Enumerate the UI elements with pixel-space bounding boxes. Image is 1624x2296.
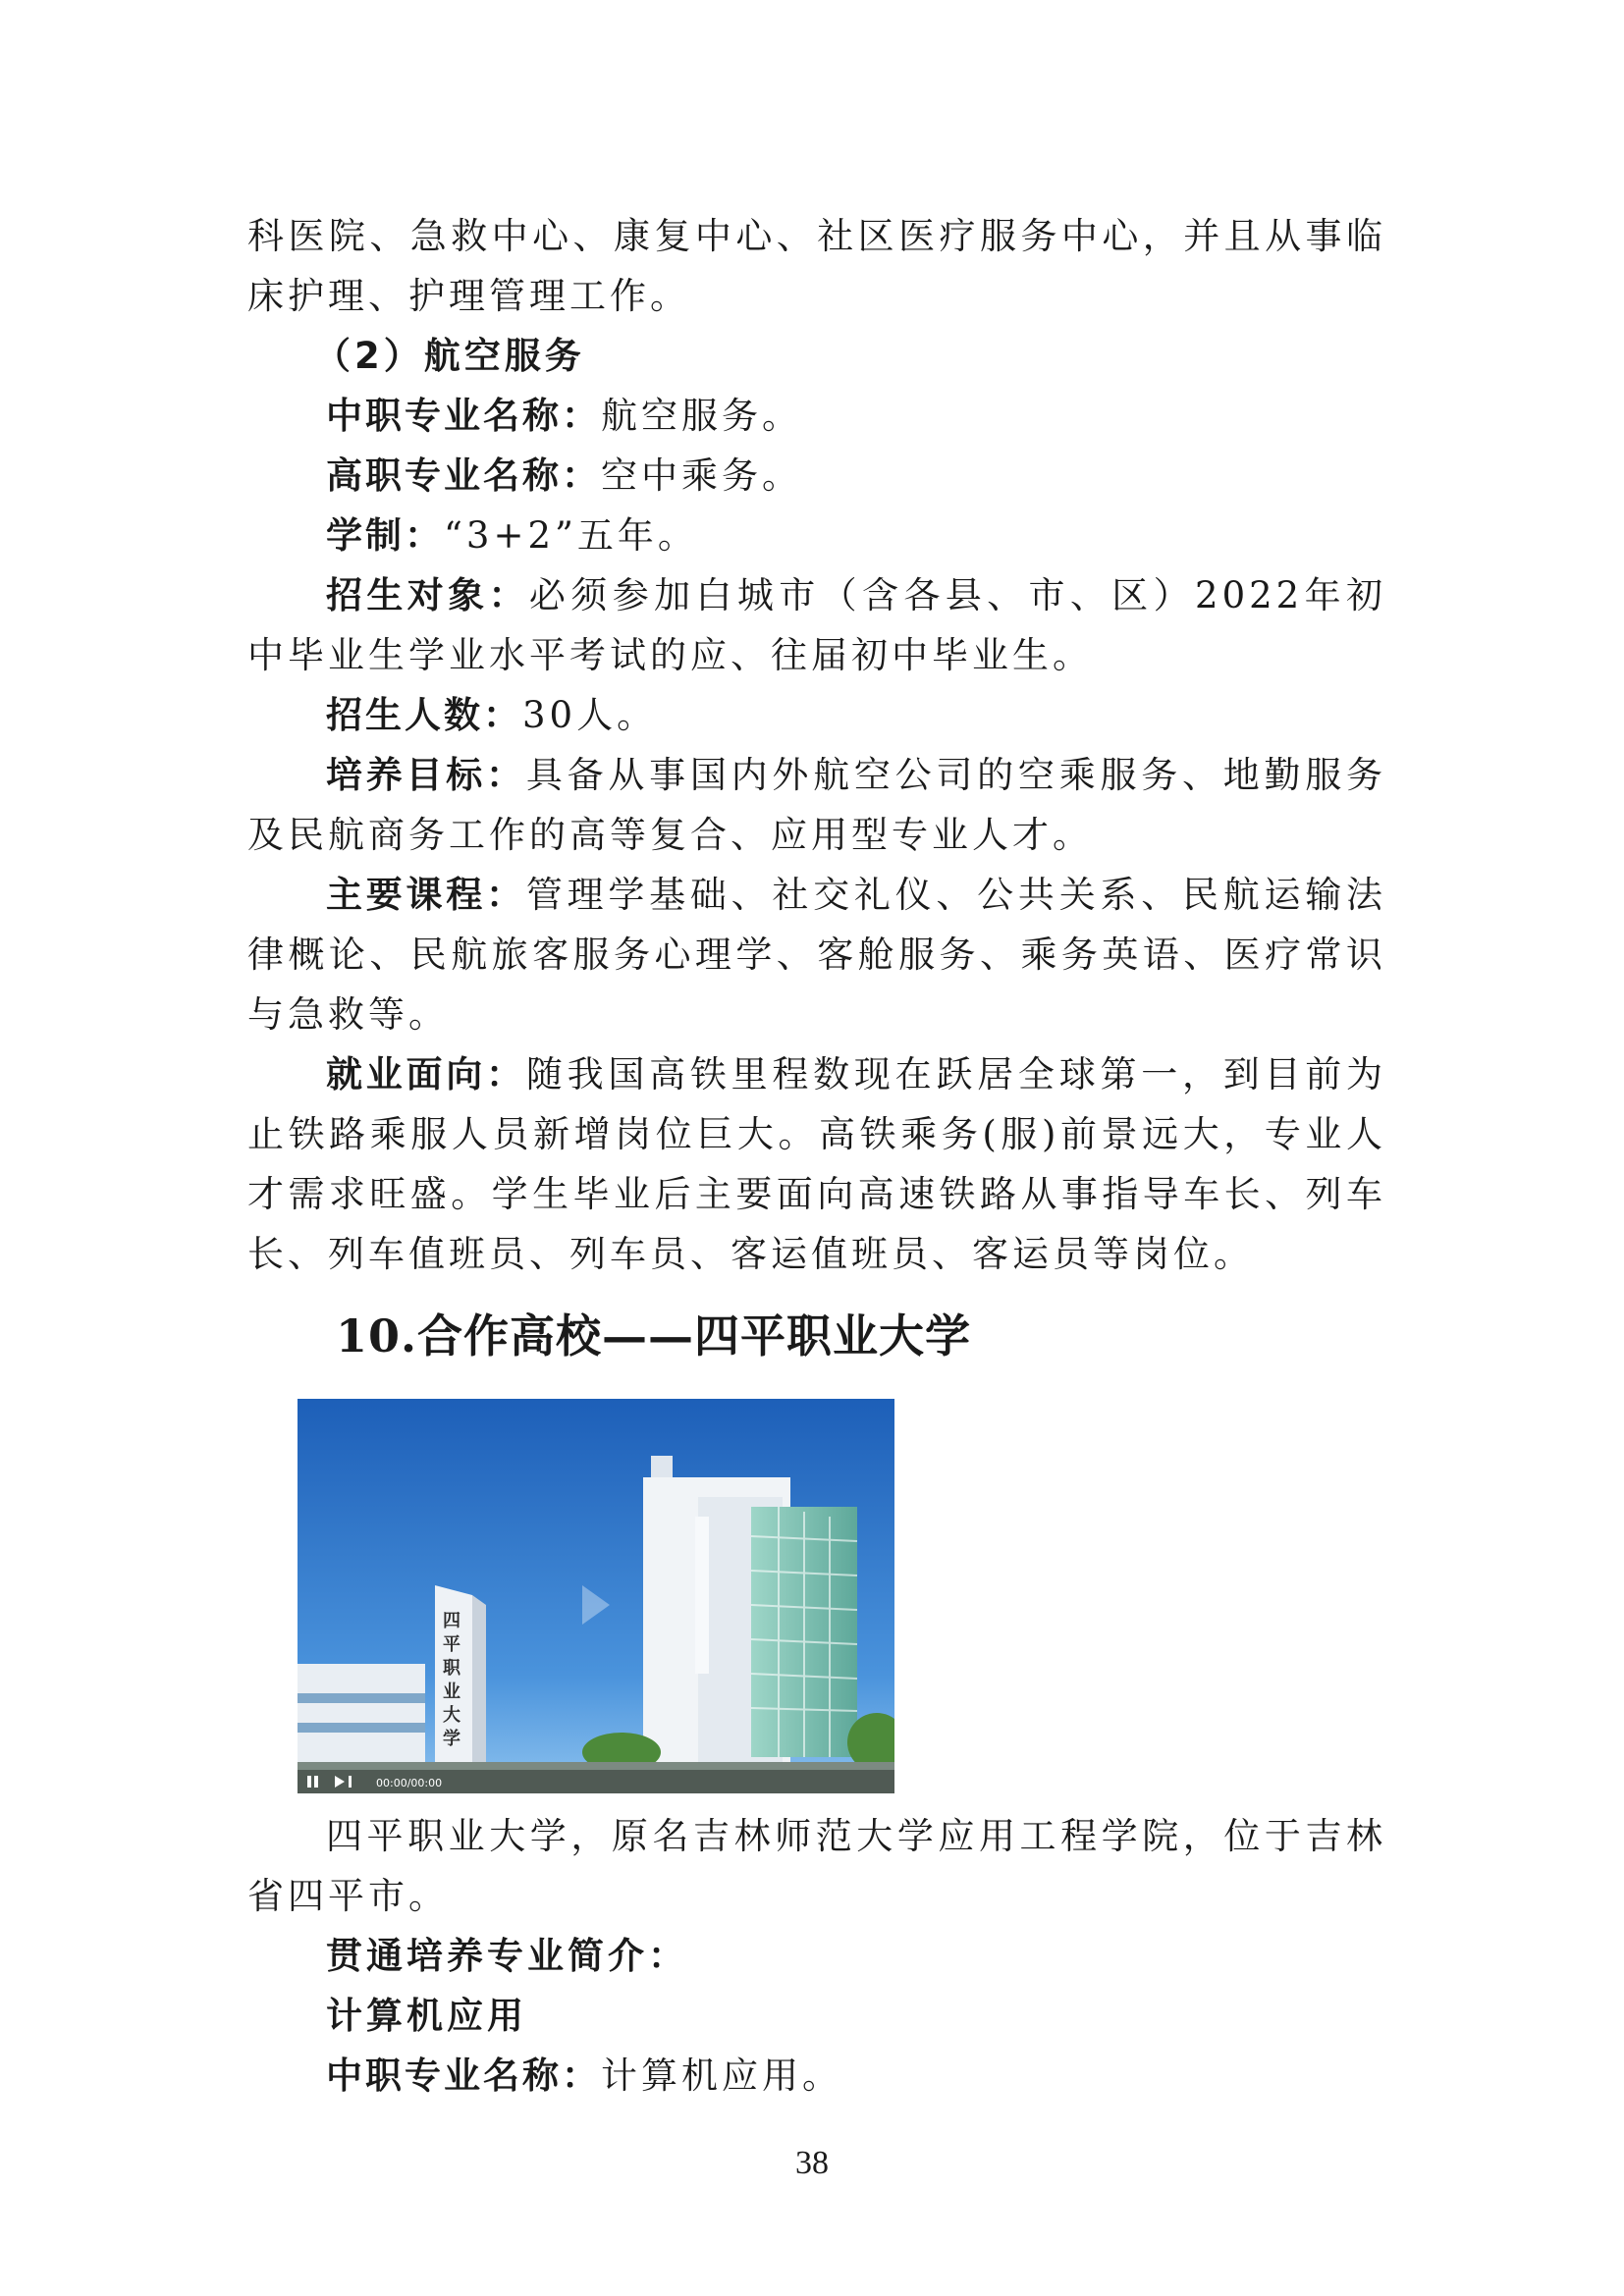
aviation-zhongzhi <box>247 386 1386 446</box>
label: 就业面向： <box>326 1053 526 1095</box>
label: 中职专业名称： <box>326 395 601 437</box>
aviation-xuezhi <box>247 506 1386 565</box>
value: 具备从事国内外航空公司的空乘服务、地勤服务及民航商务工作的高等复合、应用型专业人才。 <box>247 754 1387 856</box>
aviation-heading: （2）航空服务 <box>314 335 585 377</box>
aviation-mubiao <box>247 745 1386 865</box>
section-title: 10.合作高校——四平职业大学 <box>336 1309 972 1362</box>
aviation-duixiang <box>247 565 1386 685</box>
monument-sign-text: 四平职业大学 <box>443 1611 460 1749</box>
aviation-gaozhi <box>247 446 1386 506</box>
campus-illustration <box>298 1399 894 1793</box>
label: 主要课程： <box>326 874 526 916</box>
aviation-jiuye <box>247 1044 1386 1284</box>
value: 航空服务。 <box>601 395 802 437</box>
intro-paragraph: 四平职业大学，原名吉林师范大学应用工程学院，位于吉林省四平市。 <box>247 1815 1386 1917</box>
video-time: 00:00/00:00 <box>376 1777 443 1789</box>
label: 招生人数： <box>326 694 522 736</box>
label: 招生对象： <box>326 574 529 616</box>
value: 计算机应用。 <box>601 2055 842 2097</box>
value: 管理学基础、社交礼仪、公共关系、民航运输法律概论、民航旅客服务心理学、客舱服务、乘务英语、医疗常识与急救等。 <box>247 874 1387 1036</box>
label: 学制： <box>326 514 444 557</box>
value: 必须参加白城市（含各县、市、区）2022年初中毕业生学业水平考试的应、往届初中毕业生。 <box>247 574 1386 676</box>
top-text-block <box>247 206 1386 1284</box>
paragraph-continuation: 科医院、急救中心、康复中心、社区医疗服务中心，并且从事临床护理、护理管理工作。 <box>247 215 1386 317</box>
label: 培养目标： <box>326 754 526 796</box>
value: 30人。 <box>522 694 658 736</box>
aviation-renshu <box>247 685 1386 745</box>
label: 高职专业名称： <box>326 454 601 497</box>
computer-heading: 计算机应用 <box>326 1995 527 2037</box>
majors-heading: 贯通培养专业简介： <box>326 1935 688 1977</box>
computer-zhongzhi <box>247 2046 1386 2106</box>
aviation-kecheng <box>247 865 1386 1044</box>
label: 中职专业名称： <box>326 2055 601 2097</box>
bottom-text-block <box>247 1806 1386 2106</box>
page-number: 38 <box>795 2145 829 2181</box>
value: 空中乘务。 <box>601 454 802 497</box>
value: 随我国高铁里程数现在跃居全球第一，到目前为止铁路乘服人员新增岗位巨大。高铁乘务(服)前景远大，专业人才需求旺盛。学生毕业后主要面向高速铁路从事指导车长、列车长、列车值班员、列车员、客运值班员、客运员等岗位。 <box>247 1053 1387 1275</box>
campus-photo <box>298 1399 894 1793</box>
value: “3+2”五年。 <box>444 514 698 557</box>
